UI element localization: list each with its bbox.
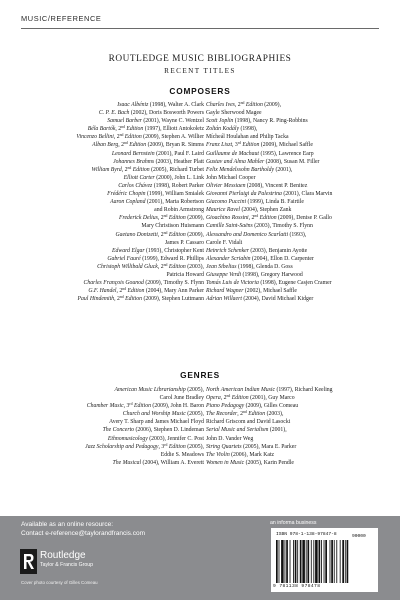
composer-entry: Charles Ives, 2nd Edition (2009), xyxy=(206,101,282,108)
informa-tagline: an informa business xyxy=(270,520,317,526)
composer-entry: and Robin Armstrong xyxy=(154,207,204,214)
series-subtitle: RECENT TITLES xyxy=(164,67,236,75)
price-code: 90000 xyxy=(352,534,366,539)
composer-entry: Zoltán Kodály (1998), xyxy=(206,126,258,133)
composer-entry: Aaron Copland (2001), Marta Robertson xyxy=(110,199,204,206)
genre-entry: The Musical (2004), William A. Everett xyxy=(112,459,204,466)
genre-entry: John D. Vander Weg xyxy=(206,435,254,442)
category-label: MUSIC/REFERENCE xyxy=(21,14,102,23)
online-resource-label: Available as an online resource: xyxy=(21,521,114,528)
composer-entry: Giuseppe Verdi (1998), Gregory Harwood xyxy=(206,271,303,278)
genre-entry: String Quartets (2005), Mara E. Parker xyxy=(206,443,297,450)
composer-entry: Heinrich Schenker (2003), Benjamin Ayotte xyxy=(206,247,308,254)
composer-entry: Maurice Ravel (2004), Stephen Zank xyxy=(206,207,292,214)
genres-right-column xyxy=(206,386,386,467)
composer-entry: Mícheál Houlahan and Philip Tacka xyxy=(206,134,289,141)
genre-entry: Opera, 2nd Edition (2001), Guy Marco xyxy=(206,394,295,402)
divider-rule xyxy=(21,28,379,29)
composer-entry: Giacomo Puccini (1999), Linda B. Fairtile xyxy=(206,199,304,206)
composer-entry: Alban Berg, 2nd Edition (2009), Bryan R. Simms xyxy=(92,141,204,149)
cover-credit: Cover photo courtesy of Gilles Comeau xyxy=(21,580,98,585)
composers-right-column xyxy=(206,101,386,303)
composer-entry: Isaac Albéniz (1998), Walter A. Clark xyxy=(117,102,204,108)
composer-entry: Frédéric Chopin (1999), William Smialek xyxy=(107,191,204,198)
composers-heading: COMPOSERS xyxy=(169,86,231,96)
composer-entry: Samuel Barber (2001), Wayne C. Wentzel xyxy=(107,118,204,125)
composer-entry: Carlos Chávez (1998), Robert Parker xyxy=(118,182,204,189)
composer-entry: Gabriel Fauré (1999), Edward R. Phillips xyxy=(107,255,204,262)
composer-entry: C. P. E. Bach (2002), Doris Bosworth Powers xyxy=(98,110,204,117)
genre-entry: Richard Griscom and David Lasocki xyxy=(206,419,291,426)
composer-entry: Olivier Messiaen (2008), Vincent P. Benitez xyxy=(206,182,308,189)
composer-entry: Gioachino Rossini, 2nd Edition (2009), Denise P. Gallo xyxy=(206,214,332,222)
composer-entry: Jean Sibelius (1998), Glenda D. Goss xyxy=(206,263,293,270)
composer-entry: Alessandro and Domenico Scarlatti (1993), xyxy=(206,231,307,238)
composer-entry: Franz Liszt, 3rd Edition (2009), Michael Saffle xyxy=(206,141,313,149)
composer-entry: Camille Saint-Saëns (2003), Timothy S. Flynn xyxy=(206,223,313,230)
genre-entry: Piano Pedagogy (2009), Gilles Comeau xyxy=(206,403,299,410)
composer-entry: Mary Christison Huismann xyxy=(141,223,204,230)
genre-entry: American Music Librarianship (2005), xyxy=(114,387,204,393)
composer-entry: Frederick Delius, 2nd Edition (2009), xyxy=(118,214,204,222)
series-title: ROUTLEDGE MUSIC BIBLIOGRAPHIES xyxy=(108,54,292,64)
composer-entry: Paul Hindemith, 2nd Edition (2009), Stephen Luttmann xyxy=(77,295,204,303)
genre-entry: The Recorder, 2nd Edition (2003), xyxy=(206,410,284,418)
composer-entry: Gayle Sherwood Magee xyxy=(206,110,262,117)
genre-entry: The Concerto (2006), Stephen D. Lindeman xyxy=(102,427,204,434)
genre-entry: Carol June Bradley xyxy=(159,395,204,402)
composer-entry: Tomás Luis de Victoria (1998), Eugene Casjen Cramer xyxy=(206,280,332,287)
publisher-group: Taylor & Francis Group xyxy=(40,562,94,568)
routledge-r-icon xyxy=(20,549,37,574)
composer-entry: Leonard Bernstein (2001), Paul F. Laird xyxy=(111,150,204,157)
composer-entry: Gustav and Alma Mahler (2008), Susan M. Filler xyxy=(206,158,320,165)
genre-entry: Avery T. Sharp and James Michael Floyd xyxy=(108,419,204,426)
contact-email-link[interactable]: Contact e-reference@taylorandfrancis.com xyxy=(21,530,146,537)
barcode-digits: 9 781138 978478 xyxy=(273,584,321,589)
composer-entry: Guillaume de Machaut (1995), Lawrence Earp xyxy=(206,150,314,157)
genre-entry: Serial Music and Serialism (2001), xyxy=(206,427,287,434)
genre-entry: Ethnomusicology (2003), Jennifer C. Post xyxy=(107,435,204,442)
composer-entry: Giovanni Pierluigi da Palestrina (2001), Clara Marvin xyxy=(206,191,333,198)
composer-entry: Richard Wagner (2002), Michael Saffle xyxy=(206,288,297,295)
composer-entry: James P. Cassaro xyxy=(164,239,204,246)
genre-entry: Women in Music (2005), Karin Pendle xyxy=(206,459,294,466)
genre-entry: Church and Worship Music (2005), xyxy=(122,411,204,418)
isbn-text: ISBN 978-1-138-97847-8 xyxy=(276,532,337,537)
composer-entry: William Byrd, 2nd Edition (2005), Richard Turbet xyxy=(91,165,204,173)
barcode-icon xyxy=(276,540,374,583)
composer-entry: Vincenzo Bellini, 2nd Edition (2009), Stephen A. Willier xyxy=(76,133,204,141)
composer-entry: Carole F. Vidali xyxy=(206,239,243,246)
composer-entry: Scott Joplin (1998), Nancy R. Ping-Robbins xyxy=(206,118,308,125)
composer-entry: Alexander Scriabin (2004), Ellon D. Carpenter xyxy=(206,255,314,262)
publisher-name: Routledge xyxy=(40,550,86,561)
genre-entry: Eddie S. Meadows xyxy=(160,451,204,458)
composer-entry: G.F. Handel, 2nd Edition (2004), Mary Ann Parker xyxy=(88,287,204,295)
composer-entry: Patricia Howard xyxy=(166,271,204,278)
genres-heading: GENRES xyxy=(180,370,220,380)
genre-entry: The Violin (2006), Mark Katz xyxy=(206,451,275,458)
composers-left-column xyxy=(24,101,204,303)
genre-entry: Jazz Scholarship and Pedagogy, 3rd Edition (2005), xyxy=(85,442,204,450)
composer-entry: Christoph Willibald Gluck, 2nd Edition (2003), xyxy=(97,262,204,270)
genre-entry: Chamber Music, 3rd Edition (2009), John H. Baron xyxy=(86,402,204,410)
composer-entry: Charles François Gounod (2009), Timothy S. Flynn xyxy=(83,280,204,287)
composer-entry: Béla Bartók, 2nd Edition (1997), Elliott Antokoletz xyxy=(87,125,204,133)
composer-entry: Adrian Willaert (2004), David Michael Kidger xyxy=(206,296,314,303)
genres-left-column xyxy=(24,386,204,467)
composer-entry: John Michael Cooper xyxy=(206,174,256,181)
composer-entry: Johannes Brahms (2003), Heather Platt xyxy=(113,158,204,165)
composer-entry: Elliott Carter (2000), John L. Link xyxy=(123,174,204,181)
composer-entry: Gaetano Donizetti, 2nd Edition (2009), xyxy=(115,230,204,238)
genre-entry: North American Indian Music (1997), Richard Keeling xyxy=(206,387,333,393)
composer-entry: Felix Mendelssohn Bartholdy (2001), xyxy=(206,166,293,173)
composer-entry: Edward Elgar (1993), Christopher Kent xyxy=(112,247,204,254)
